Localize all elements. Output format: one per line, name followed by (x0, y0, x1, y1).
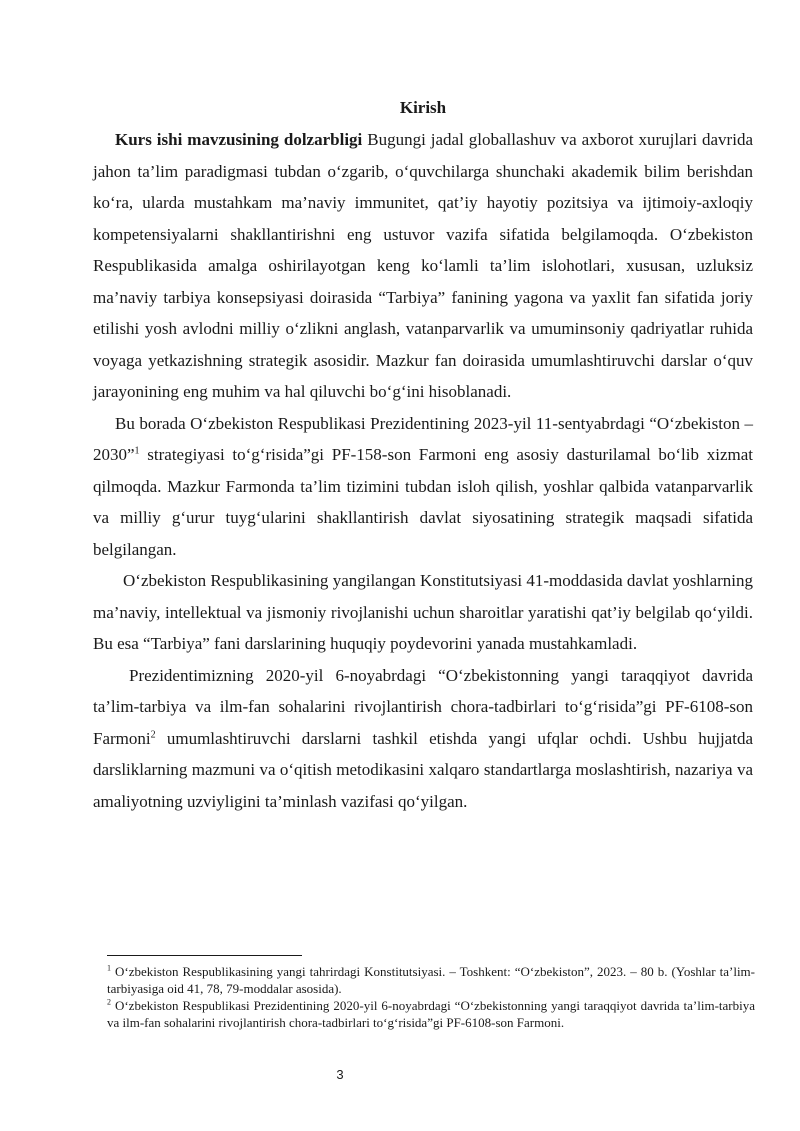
footnote-mark: 2 (107, 997, 111, 1007)
paragraph-relevance (93, 124, 753, 408)
footnote-separator (107, 955, 302, 956)
footnote-ref-1[interactable]: 1 (134, 445, 140, 457)
document-body (93, 98, 753, 817)
page-number: 3 (336, 1067, 344, 1082)
footnote-text: O‘zbekiston Respublikasining yangi tahrirdagi Konstitutsiyasi. – Toshkent: “O‘zbekiston”, 2023. – 80 b. (Yoshlar ta’lim-tarbiyasiga oid 41, 78, 79-moddalar asosida). (107, 964, 755, 996)
footnote-2 (107, 997, 755, 1031)
section-title: Kirish (399, 98, 447, 117)
footnote-ref-2[interactable]: 2 (150, 728, 156, 740)
paragraph-decree (93, 660, 753, 818)
paragraph-text: Bugungi jadal globallashuv va axborot xurujlari davrida jahon ta’lim paradigmasi tubdan o‘zgarib, o‘quvchilarga shunchaki akademik bilim berishdan ko‘ra, ularda mustahkam ma’naviy immunitet, qat’iy hayotiy pozitsiya va ijtimoiy-axloqiy kompetensiyalarni shakllantirishni eng ustuvor vazifa sifatida belgilamoqda. O‘zbekiston Respublikasida amalga oshirilayotgan keng ko‘lamli ta’lim islohotlari, xususan, uzluksiz ma’naviy tarbiya konsepsiyasi doirasida “Tarbiya” fanining yagona va yaxlit fan sifatida joriy etilishi yosh avlodni milliy o‘zlikni anglash, vatanparvarlik va umuminsoniy qadriyatlar ruhida voyaga yetkazishning strategik asosidir. Mazkur fan doirasida umumlashtiruvchi darslar o‘quv jarayonining eng muhim va hal qiluvchi bo‘g‘ini hisoblanadi. (93, 130, 753, 401)
footnote-1 (107, 963, 755, 997)
paragraph-strategy (93, 408, 753, 566)
paragraph-text: strategiyasi to‘g‘risida”gi PF-158-son Farmoni eng asosiy dasturilamal bo‘lib xizmat qilmoqda. Mazkur Farmonda ta’lim tizimini tubdan isloh qilish, yoshlar qalbida vatanparvarlik va milliy g‘urur tuyg‘ularini shakllantirish davlat siyosatining strategik maqsadi sifatida belgilangan. (93, 445, 753, 559)
footnote-text: O‘zbekiston Respublikasi Prezidentining 2020-yil 6-noyabrdagi “O‘zbekistonning yangi taraqqiyot davrida ta’lim-tarbiya va ilm-fan sohalarini rivojlantirish chora-tadbirlari to‘g‘risida”gi PF-6108-son Farmoni. (107, 998, 755, 1030)
paragraph-lead: Kurs ishi mavzusining dolzarbligi (115, 130, 363, 149)
paragraph-text: Bu borada O‘zbekiston Respublikasi Prezidentining 2023-yil 11-sentyabrdagi “O‘zbekiston – 2030” (93, 413, 753, 464)
paragraph-constitution: O‘zbekiston Respublikasining yangilangan Konstitutsiyasi 41-moddasida davlat yoshlarning ma’naviy, intellektual va jismoniy rivojlanishi uchun sharoitlar yaratishi qat’iy belgilab qo‘yildi. Bu esa “Tarbiya” fani darslarining huquqiy poydevorini yanada mustahkamladi. (93, 571, 753, 653)
paragraph-text: umumlashtiruvchi darslarni tashkil etishda yangi ufqlar ochdi. Ushbu hujjatda darsliklarning mazmuni va o‘qitish metodikasini xalqaro standartlarga moslashtirish, nazariya va amaliyotning uzviyligini ta’minlash vazifasi qo‘yilgan. (93, 728, 753, 811)
footnotes (107, 963, 755, 1031)
paragraph-text: Prezidentimizning 2020-yil 6-noyabrdagi “O‘zbekistonning yangi taraqqiyot davrida ta’lim-tarbiya va ilm-fan sohalarini rivojlantirish chora-tadbirlari to‘g‘risida”gi PF-6108-son Farmoni (93, 665, 753, 748)
footnote-mark: 1 (107, 963, 111, 973)
